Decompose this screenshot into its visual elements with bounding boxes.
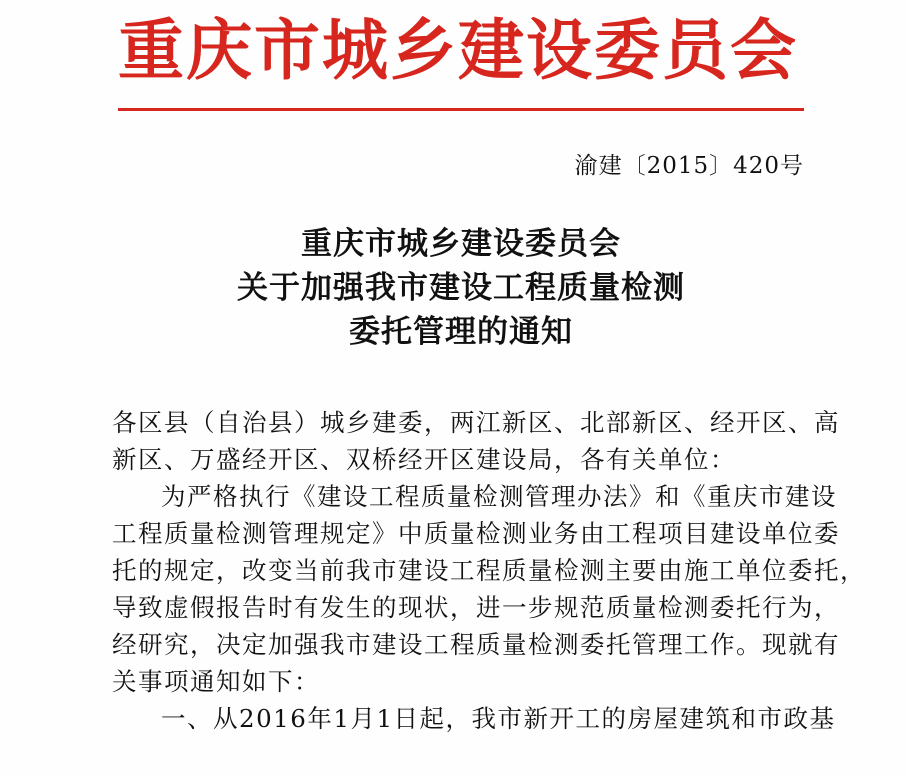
letterhead-red-rule bbox=[118, 108, 804, 111]
notice-body bbox=[112, 404, 866, 737]
body-line: 关事项通知如下： bbox=[112, 667, 320, 696]
body-line: 为严格执行《建设工程质量检测管理办法》和《重庆市建设 bbox=[161, 482, 837, 511]
body-line: 新区、万盛经开区、双桥经开区建设局，各有关单位： bbox=[112, 445, 736, 474]
document-number: 渝建〔2015〕420号 bbox=[574, 153, 804, 179]
body-line: 导致虚假报告时有发生的现状，进一步规范质量检测委托行为， bbox=[112, 593, 840, 622]
letterhead-title: 重庆市城乡建设委员会 bbox=[118, 11, 798, 89]
notice-title-line: 重庆市城乡建设委员会 bbox=[301, 226, 621, 262]
notice-title-line: 委托管理的通知 bbox=[349, 314, 573, 350]
body-line: 托的规定，改变当前我市建设工程质量检测主要由施工单位委托， bbox=[112, 556, 866, 585]
notice-title-line: 关于加强我市建设工程质量检测 bbox=[237, 270, 685, 306]
body-line: 各区县（自治县）城乡建委，两江新区、北部新区、经开区、高 bbox=[112, 408, 840, 437]
notice-title bbox=[118, 222, 804, 354]
body-line: 工程质量检测管理规定》中质量检测业务由工程项目建设单位委 bbox=[112, 519, 840, 548]
body-line: 一、从2016年1月1日起，我市新开工的房屋建筑和市政基 bbox=[161, 704, 836, 733]
body-line: 经研究，决定加强我市建设工程质量检测委托管理工作。现就有 bbox=[112, 630, 840, 659]
